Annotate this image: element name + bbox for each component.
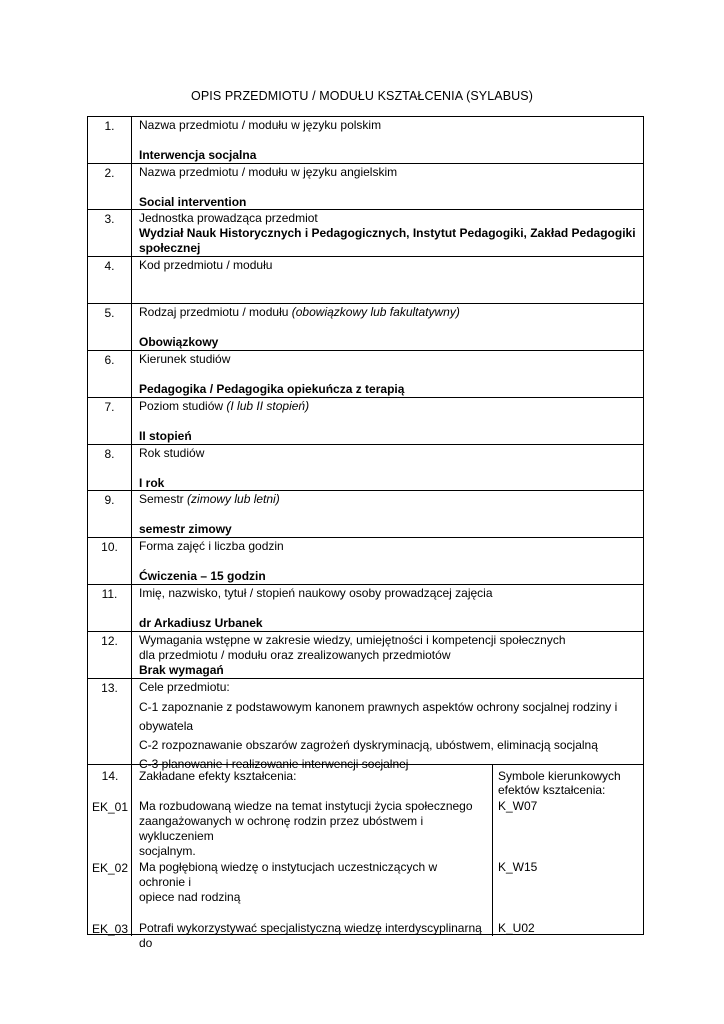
- row-number: 2.: [88, 164, 132, 209]
- row-value: Wydział Nauk Historycznych i Pedagogicznych, Instytut Pedagogiki, Zakład Pedagogiki: [139, 226, 636, 240]
- goal-item: C-1 zapoznanie z podstawowym kanonem prawnych aspektów ochrony socjalnej rodziny i obywatela: [139, 700, 618, 733]
- learning-outcomes-section: [88, 765, 643, 950]
- row-value: I rok: [139, 476, 165, 490]
- outcomes-header: Zakładane efekty kształcenia:: [139, 769, 297, 783]
- row-value-cont: społecznej: [139, 241, 201, 255]
- row-number: 1.: [88, 117, 132, 163]
- table-row: [88, 210, 643, 257]
- effect-description: Ma rozbudowaną wiedze na temat instytucji życia społecznego zaangażowanych w ochronę rodzin przez ubóstwem i wykluczeniem socjalnym.: [139, 799, 473, 858]
- effect-symbol: K_U02: [498, 921, 535, 935]
- table-row: [88, 351, 643, 398]
- effect-id: EK_01: [91, 800, 129, 814]
- row-value: semestr zimowy: [139, 522, 232, 536]
- syllabus-table: [87, 116, 644, 950]
- effect-symbol: K_W07: [498, 799, 538, 813]
- row-value: Pedagogika / Pedagogika opiekuńcza z terapią: [139, 382, 405, 396]
- row-value: Brak wymagań: [139, 663, 224, 677]
- row-number: 6.: [88, 351, 132, 397]
- row-label: Nazwa przedmiotu / modułu w języku angielskim: [139, 165, 398, 179]
- symbols-header: Symbole kierunkowych efektów kształcenia:: [498, 769, 621, 797]
- table-row: [88, 491, 643, 538]
- row-number: 10.: [88, 538, 132, 584]
- row-label: Kierunek studiów: [139, 352, 231, 366]
- row-value: Obowiązkowy: [139, 335, 219, 349]
- goal-item: C-3 planowanie i realizowanie interwencji socjalnej: [139, 757, 409, 771]
- row-label: Imię, nazwisko, tytuł / stopień naukowy osoby prowadzącej zajęcia: [139, 586, 493, 600]
- table-row: [88, 398, 643, 445]
- row-label: Rodzaj przedmiotu / modułu (obowiązkowy lub fakultatywny): [139, 305, 460, 319]
- table-row: [88, 117, 643, 164]
- row-number: 5.: [88, 304, 132, 350]
- table-row: [88, 632, 643, 679]
- table-row: [88, 445, 643, 491]
- row-label: Cele przedmiotu:: [139, 680, 230, 694]
- row-value: Ćwiczenia – 15 godzin: [139, 569, 266, 583]
- row-label: Wymagania wstępne w zakresie wiedzy, umiejętności i kompetencji społecznych: [139, 633, 566, 647]
- row-value: Social intervention: [139, 195, 247, 209]
- document-title: OPIS PRZEDMIOTU / MODUŁU KSZTAŁCENIA (SYLABUS): [191, 89, 533, 103]
- table-row: [88, 304, 643, 351]
- row-value: Interwencja socjalna: [139, 148, 257, 162]
- row-value: II stopień: [139, 429, 192, 443]
- table-row: [88, 585, 643, 632]
- row-label: Rok studiów: [139, 446, 205, 460]
- row-number: 9.: [88, 491, 132, 537]
- effect-id: EK_03: [91, 922, 129, 936]
- effect-symbol: K_W15: [498, 860, 538, 874]
- table-row: [88, 538, 643, 585]
- effect-description: Potrafi wykorzystywać specjalistyczną wiedzę interdyscyplinarną do: [139, 921, 482, 950]
- row-label-cont: dla przedmiotu / modułu oraz zrealizowanych przedmiotów: [139, 648, 451, 662]
- row-label: Jednostka prowadząca przedmiot: [139, 211, 318, 225]
- row-number: 3.: [88, 210, 132, 256]
- row-number: 14.: [101, 769, 119, 783]
- effect-description: Ma pogłębioną wiedzę o instytucjach uczestniczących w ochronie i opiece nad rodziną: [139, 860, 438, 904]
- goal-item: C-2 rozpoznawanie obszarów zagrożeń dyskryminacją, ubóstwem, eliminacją socjalną: [139, 738, 598, 752]
- row-label: Semestr (zimowy lub letni): [139, 492, 280, 506]
- row-value: dr Arkadiusz Urbanek: [139, 616, 263, 630]
- table-row: [88, 164, 643, 210]
- row-label: Nazwa przedmiotu / modułu w języku polskim: [139, 118, 382, 132]
- row-label: Poziom studiów (I lub II stopień): [139, 399, 310, 413]
- row-number: 11.: [88, 585, 132, 631]
- row-number: 13.: [88, 679, 132, 764]
- row-number: 4.: [88, 257, 132, 303]
- table-row: [88, 679, 643, 771]
- row-number: 12.: [88, 632, 132, 678]
- row-number: 7.: [88, 398, 132, 444]
- table-row: [88, 257, 643, 304]
- row-number: 8.: [88, 445, 132, 490]
- row-label: Forma zajęć i liczba godzin: [139, 539, 284, 553]
- effect-id: EK_02: [91, 861, 129, 875]
- row-label: Kod przedmiotu / modułu: [139, 258, 273, 272]
